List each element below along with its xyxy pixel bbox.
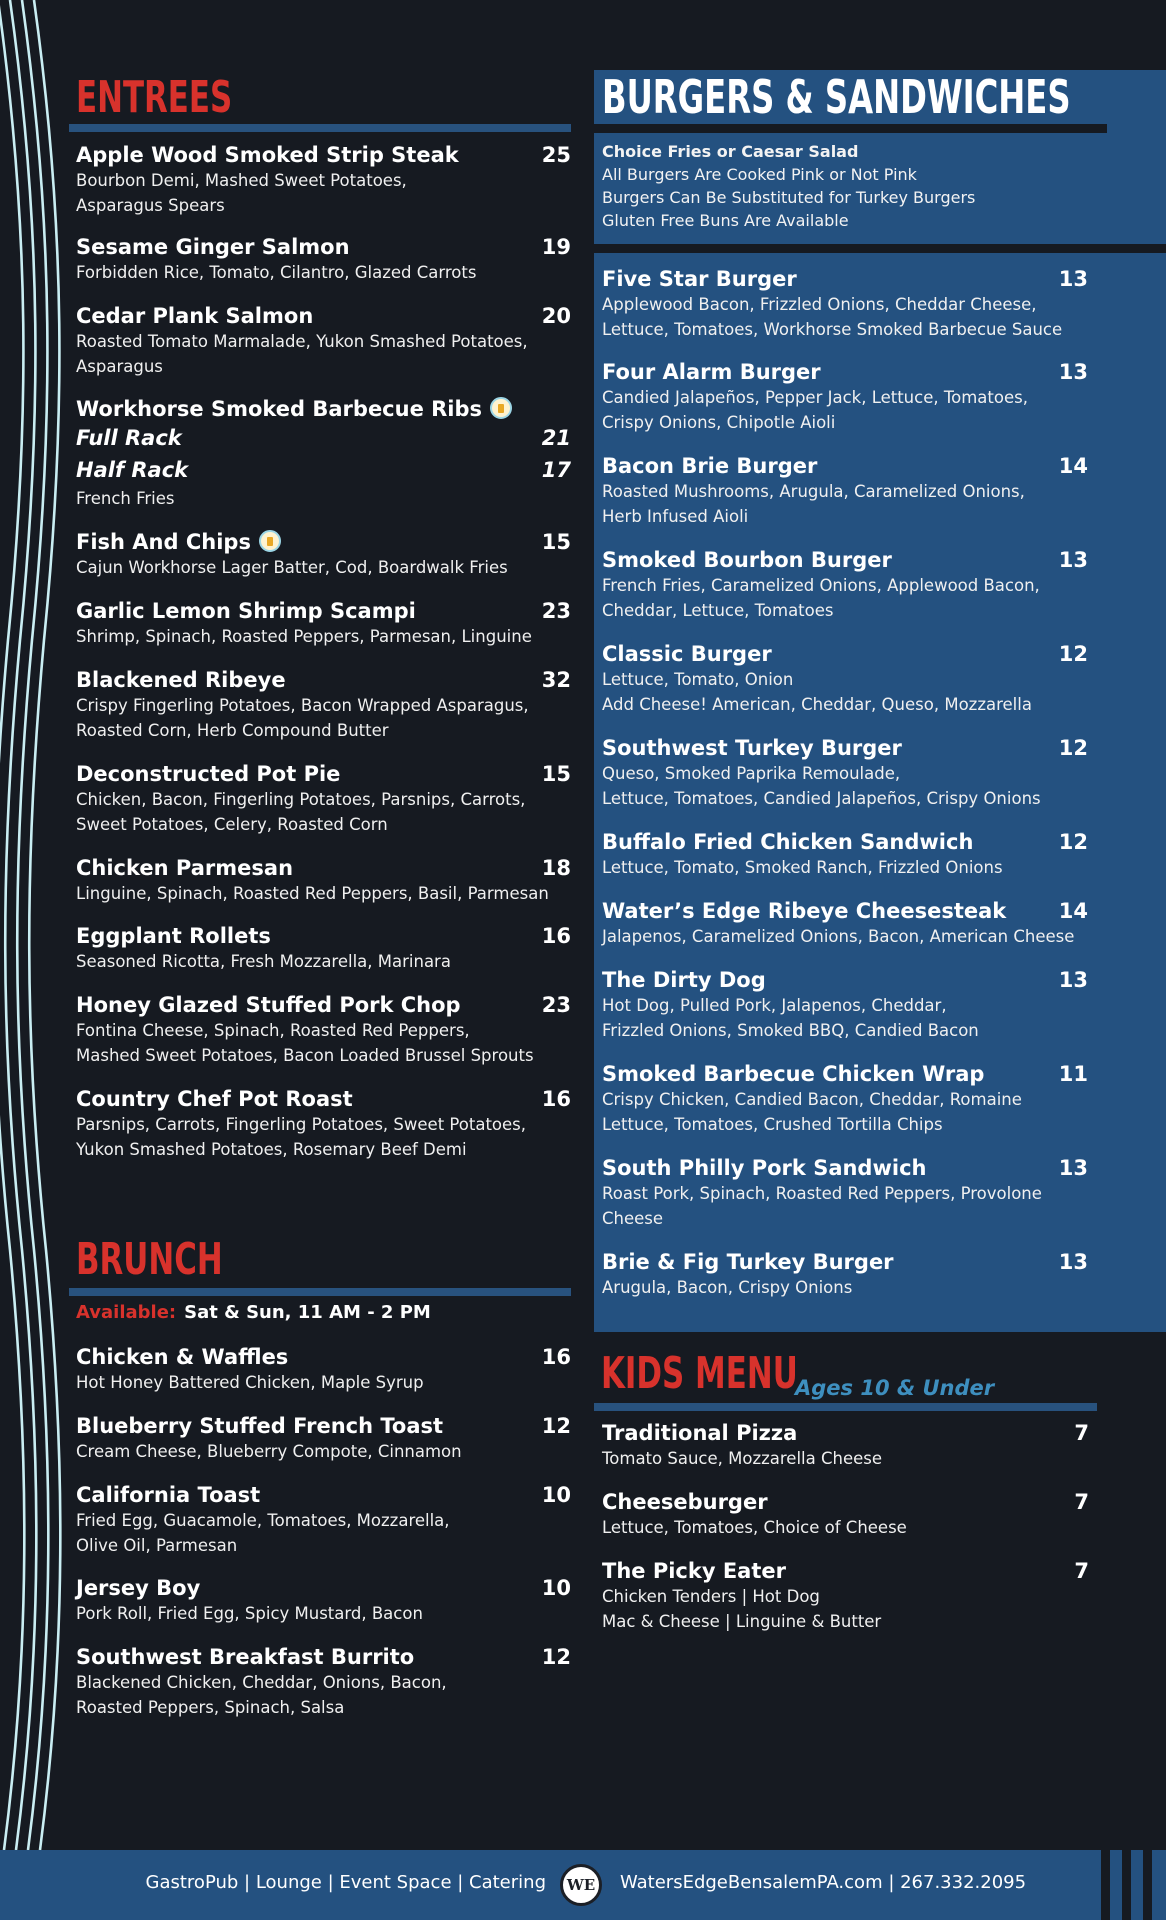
menu-item-title: Chicken Parmesan — [76, 856, 294, 880]
menu-item-description: Crispy Fingerling Potatoes, Bacon Wrapped Asparagus, — [76, 696, 529, 715]
menu-item-title: Eggplant Rollets — [76, 924, 271, 948]
beer-icon — [490, 397, 512, 419]
menu-item-title: Five Star Burger — [602, 267, 797, 291]
menu-item-description: Roasted Mushrooms, Arugula, Caramelized Onions, — [602, 482, 1025, 501]
menu-item — [76, 1344, 571, 1395]
menu-item-description: Chicken Tenders | Hot Dog — [602, 1587, 820, 1606]
menu-item-description: French Fries — [76, 489, 175, 508]
menu-item-description: Crispy Chicken, Candied Bacon, Cheddar, Romaine — [602, 1090, 1022, 1109]
menu-item-title: Four Alarm Burger — [602, 360, 821, 384]
menu-item-name — [76, 598, 571, 624]
menu-item — [602, 829, 1088, 880]
menu-item-title: California Toast — [76, 1483, 261, 1507]
footer-stripe — [1101, 1850, 1110, 1920]
menu-item-description: Jalapenos, Caramelized Onions, Bacon, American Cheese — [602, 927, 1075, 946]
menu-item-description: Add Cheese! American, Cheddar, Queso, Mozzarella — [602, 695, 1032, 714]
availability-label: Available: — [76, 1302, 177, 1323]
menu-item-description: Queso, Smoked Paprika Remoulade, — [602, 764, 901, 783]
waters-edge-logo-icon: WE — [560, 1864, 602, 1906]
menu-item — [602, 967, 1088, 1043]
menu-item-price: 15 — [541, 762, 571, 786]
menu-item — [602, 266, 1088, 342]
menu-item-name — [602, 641, 1088, 667]
kids-heading: KIDS MENU — [601, 1348, 798, 1399]
menu-item-description: Lettuce, Tomatoes, Crushed Tortilla Chips — [602, 1115, 943, 1134]
menu-item-name — [76, 234, 571, 260]
menu-item — [76, 598, 571, 649]
burgers-title-divider — [594, 124, 1107, 133]
menu-item-name — [76, 396, 571, 422]
menu-item-description: Mashed Sweet Potatoes, Bacon Loaded Brussel Sprouts — [76, 1046, 534, 1065]
menu-item-title: Southwest Breakfast Burrito — [76, 1645, 415, 1669]
menu-item-description: Parsnips, Carrots, Fingerling Potatoes, Sweet Potatoes, — [76, 1115, 527, 1134]
menu-item-title: Honey Glazed Stuffed Pork Chop — [76, 993, 461, 1017]
menu-item-description: Lettuce, Tomatoes, Choice of Cheese — [602, 1518, 907, 1537]
menu-item-description: Sweet Potatoes, Celery, Roasted Corn — [76, 815, 388, 834]
menu-item — [76, 303, 571, 379]
menu-item-price: 12 — [1058, 736, 1088, 760]
menu-item-title: Buffalo Fried Chicken Sandwich — [602, 830, 974, 854]
menu-item-price: 13 — [1058, 1156, 1088, 1180]
menu-item-price: 15 — [541, 530, 571, 554]
menu-item-title: Cheeseburger — [602, 1490, 768, 1514]
menu-item-name — [602, 967, 1088, 993]
menu-item-description: Seasoned Ricotta, Fresh Mozzarella, Marinara — [76, 952, 451, 971]
footer-stripe — [1122, 1850, 1131, 1920]
menu-item-description: Hot Honey Battered Chicken, Maple Syrup — [76, 1373, 424, 1392]
menu-item-price: 13 — [1058, 968, 1088, 992]
menu-item-description: Frizzled Onions, Smoked BBQ, Candied Bacon — [602, 1021, 979, 1040]
menu-item-price: 7 — [1074, 1421, 1089, 1445]
menu-item-name — [602, 898, 1088, 924]
menu-item-price: 14 — [1058, 899, 1088, 923]
menu-item-price: 12 — [1058, 642, 1088, 666]
entrees-divider — [69, 124, 571, 132]
menu-item-price: 13 — [1058, 360, 1088, 384]
menu-item — [76, 1644, 571, 1720]
menu-item-description: Lettuce, Tomatoes, Candied Jalapeños, Crispy Onions — [602, 789, 1041, 808]
menu-item-title: Southwest Turkey Burger — [602, 736, 902, 760]
menu-item-price: 7 — [1074, 1490, 1089, 1514]
menu-item-title: Jersey Boy — [76, 1576, 201, 1600]
menu-item-name — [602, 1420, 1089, 1446]
menu-item-title: Blueberry Stuffed French Toast — [76, 1414, 444, 1438]
menu-item-price: 25 — [541, 143, 571, 167]
menu-item-price: 13 — [1058, 267, 1088, 291]
menu-item-price: 14 — [1058, 454, 1088, 478]
menu-item-description: Mac & Cheese | Linguine & Butter — [602, 1612, 882, 1631]
menu-item — [76, 1482, 571, 1558]
footer-stripe — [1143, 1850, 1152, 1920]
menu-item-description: Crispy Onions, Chipotle Aioli — [602, 413, 836, 432]
menu-item-name — [602, 1558, 1089, 1584]
kids-subtitle: Ages 10 & Under — [795, 1376, 995, 1400]
menu-item-name — [76, 855, 571, 881]
menu-item-description: Roasted Tomato Marmalade, Yukon Smashed Potatoes, — [76, 332, 528, 351]
menu-item-description: Chicken, Bacon, Fingerling Potatoes, Parsnips, Carrots, — [76, 790, 526, 809]
menu-item-description: Asparagus Spears — [76, 196, 225, 215]
menu-item-price: 13 — [1058, 548, 1088, 572]
menu-item-name — [76, 923, 571, 949]
menu-item-description: Cheddar, Lettuce, Tomatoes — [602, 601, 834, 620]
menu-item-description: Fontina Cheese, Spinach, Roasted Red Peppers, — [76, 1021, 470, 1040]
footer-contact: WatersEdgeBensalemPA.com | 267.332.2095 — [620, 1872, 1027, 1893]
menu-item — [76, 1413, 571, 1464]
menu-item-title: Chicken & Waffles — [76, 1345, 289, 1369]
menu-item-option — [76, 422, 571, 454]
menu-item — [76, 923, 571, 974]
menu-item — [602, 1249, 1088, 1300]
menu-item-name — [76, 1644, 571, 1670]
menu-item-description: French Fries, Caramelized Onions, Applewood Bacon, — [602, 576, 1040, 595]
availability-value: Sat & Sun, 11 AM - 2 PM — [184, 1302, 431, 1323]
burgers-note: Burgers Can Be Substituted for Turkey Burgers — [602, 188, 976, 207]
menu-item-description: Tomato Sauce, Mozzarella Cheese — [602, 1449, 883, 1468]
menu-item — [602, 898, 1088, 949]
burgers-note: Choice Fries or Caesar Salad — [602, 142, 859, 161]
menu-item-title: Water’s Edge Ribeye Cheesesteak — [602, 899, 1007, 923]
brunch-heading: BRUNCH — [76, 1234, 223, 1285]
menu-item-name — [602, 1249, 1088, 1275]
option-price: 17 — [541, 458, 571, 482]
menu-item-price: 32 — [541, 668, 571, 692]
menu-item-name — [602, 266, 1088, 292]
menu-item — [602, 359, 1088, 435]
menu-item-name — [76, 761, 571, 787]
menu-item-title: Country Chef Pot Roast — [76, 1087, 353, 1111]
menu-item — [76, 992, 571, 1068]
burgers-note: All Burgers Are Cooked Pink or Not Pink — [602, 165, 917, 184]
menu-item-description: Fried Egg, Guacamole, Tomatoes, Mozzarella, — [76, 1511, 450, 1530]
menu-item — [76, 761, 571, 837]
menu-item-title: Traditional Pizza — [602, 1421, 798, 1445]
menu-item-title: The Picky Eater — [602, 1559, 786, 1583]
brunch-availability — [76, 1302, 431, 1323]
burgers-notes-divider — [594, 244, 1166, 253]
menu-item-description: Blackened Chicken, Cheddar, Onions, Bacon, — [76, 1673, 447, 1692]
menu-item-name — [76, 303, 571, 329]
menu-item-title: Blackened Ribeye — [76, 668, 286, 692]
menu-item — [602, 1420, 1089, 1471]
beer-icon — [259, 530, 281, 552]
menu-item-description: Arugula, Bacon, Crispy Onions — [602, 1278, 853, 1297]
menu-item — [76, 234, 571, 285]
menu-item — [76, 667, 571, 743]
menu-item — [76, 1086, 571, 1162]
footer-services: GastroPub | Lounge | Event Space | Catering — [145, 1872, 546, 1893]
menu-item — [76, 142, 571, 218]
menu-item-title: Cedar Plank Salmon — [76, 304, 314, 328]
menu-item-description: Hot Dog, Pulled Pork, Jalapenos, Cheddar, — [602, 996, 947, 1015]
menu-item-description: Roast Pork, Spinach, Roasted Red Peppers, Provolone — [602, 1184, 1042, 1203]
menu-item-name — [76, 142, 571, 168]
menu-item-title: Apple Wood Smoked Strip Steak — [76, 143, 459, 167]
menu-item — [76, 855, 571, 906]
menu-item-name — [602, 1489, 1089, 1515]
burgers-notes — [602, 140, 975, 232]
menu-item-description: Asparagus — [76, 357, 163, 376]
menu-item — [602, 1155, 1088, 1231]
menu-item-price: 23 — [541, 993, 571, 1017]
menu-item-title: Bacon Brie Burger — [602, 454, 818, 478]
option-name: Full Rack — [76, 426, 182, 450]
menu-item-title: Workhorse Smoked Barbecue Ribs — [76, 397, 483, 421]
menu-item-name — [76, 1086, 571, 1112]
menu-item-title: South Philly Pork Sandwich — [602, 1156, 927, 1180]
menu-item-description: Bourbon Demi, Mashed Sweet Potatoes, — [76, 171, 407, 190]
option-price: 21 — [541, 426, 571, 450]
menu-item-price: 16 — [541, 1087, 571, 1111]
menu-item — [602, 735, 1088, 811]
menu-item-name — [76, 1344, 571, 1370]
menu-item-name — [602, 547, 1088, 573]
kids-divider — [594, 1403, 1097, 1411]
menu-item-description: Cheese — [602, 1209, 664, 1228]
menu-item — [76, 529, 571, 580]
menu-item-title: Smoked Bourbon Burger — [602, 548, 892, 572]
menu-item-price: 16 — [541, 924, 571, 948]
menu-item-description: Lettuce, Tomato, Onion — [602, 670, 794, 689]
menu-item-price: 12 — [541, 1414, 571, 1438]
menu-item-price: 7 — [1074, 1559, 1089, 1583]
footer-bar — [0, 1850, 1166, 1920]
menu-item-description: Herb Infused Aioli — [602, 507, 749, 526]
menu-item-name — [76, 667, 571, 693]
menu-item-description: Forbidden Rice, Tomato, Cilantro, Glazed Carrots — [76, 263, 477, 282]
menu-item-description: Candied Jalapeños, Pepper Jack, Lettuce, Tomatoes, — [602, 388, 1028, 407]
menu-item — [76, 396, 571, 511]
menu-item-name — [76, 1482, 571, 1508]
menu-item-name — [76, 1575, 571, 1601]
menu-item-title: Sesame Ginger Salmon — [76, 235, 350, 259]
menu-item-name — [76, 1413, 571, 1439]
menu-item-description: Yukon Smashed Potatoes, Rosemary Beef Demi — [76, 1140, 467, 1159]
menu-item-price: 20 — [541, 304, 571, 328]
menu-item-title: Brie & Fig Turkey Burger — [602, 1250, 894, 1274]
menu-item-title: The Dirty Dog — [602, 968, 766, 992]
menu-item-description: Roasted Corn, Herb Compound Butter — [76, 721, 389, 740]
menu-item-title: Classic Burger — [602, 642, 772, 666]
menu-item-title: Deconstructed Pot Pie — [76, 762, 341, 786]
option-name: Half Rack — [76, 458, 189, 482]
burgers-note: Gluten Free Buns Are Available — [602, 211, 849, 230]
menu-item — [602, 1558, 1089, 1634]
menu-item — [602, 453, 1088, 529]
menu-item-description: Linguine, Spinach, Roasted Red Peppers, Basil, Parmesan — [76, 884, 549, 903]
menu-item-description: Cajun Workhorse Lager Batter, Cod, Boardwalk Fries — [76, 558, 508, 577]
menu-item-name — [76, 529, 571, 555]
menu-item-price: 16 — [541, 1345, 571, 1369]
menu-item-option — [76, 454, 571, 486]
menu-item — [602, 547, 1088, 623]
entrees-heading: ENTREES — [76, 72, 233, 123]
menu-item — [602, 1489, 1089, 1540]
brunch-divider — [69, 1288, 571, 1296]
menu-item-description: Applewood Bacon, Frizzled Onions, Cheddar Cheese, — [602, 295, 1037, 314]
burgers-heading: BURGERS & SANDWICHES — [602, 70, 1071, 124]
menu-item-description: Cream Cheese, Blueberry Compote, Cinnamon — [76, 1442, 462, 1461]
menu-item-name — [602, 1061, 1088, 1087]
menu-item-name — [76, 992, 571, 1018]
menu-item-price: 12 — [541, 1645, 571, 1669]
menu-item-price: 13 — [1058, 1250, 1088, 1274]
menu-item-name — [602, 1155, 1088, 1181]
decorative-wave-lines — [0, 0, 66, 1850]
menu-item-name — [602, 359, 1088, 385]
menu-item — [602, 641, 1088, 717]
menu-item-name — [602, 735, 1088, 761]
menu-item-price: 10 — [541, 1483, 571, 1507]
menu-item-description: Lettuce, Tomato, Smoked Ranch, Frizzled Onions — [602, 858, 1003, 877]
menu-item-price: 18 — [541, 856, 571, 880]
menu-item — [76, 1575, 571, 1626]
menu-item-description: Pork Roll, Fried Egg, Spicy Mustard, Bacon — [76, 1604, 423, 1623]
menu-item-name — [602, 453, 1088, 479]
menu-item-price: 11 — [1058, 1062, 1088, 1086]
menu-item-title: Garlic Lemon Shrimp Scampi — [76, 599, 416, 623]
menu-item-price: 19 — [541, 235, 571, 259]
menu-item-description: Roasted Peppers, Spinach, Salsa — [76, 1698, 345, 1717]
menu-item-description: Lettuce, Tomatoes, Workhorse Smoked Barbecue Sauce — [602, 320, 1063, 339]
menu-item-description: Olive Oil, Parmesan — [76, 1536, 238, 1555]
menu-item-name — [602, 829, 1088, 855]
menu-item-title: Fish And Chips — [76, 530, 251, 554]
menu-item-price: 10 — [541, 1576, 571, 1600]
menu-item-price: 23 — [541, 599, 571, 623]
menu-item-description: Shrimp, Spinach, Roasted Peppers, Parmesan, Linguine — [76, 627, 532, 646]
menu-item-title: Smoked Barbecue Chicken Wrap — [602, 1062, 985, 1086]
menu-item-price: 12 — [1058, 830, 1088, 854]
menu-item — [602, 1061, 1088, 1137]
